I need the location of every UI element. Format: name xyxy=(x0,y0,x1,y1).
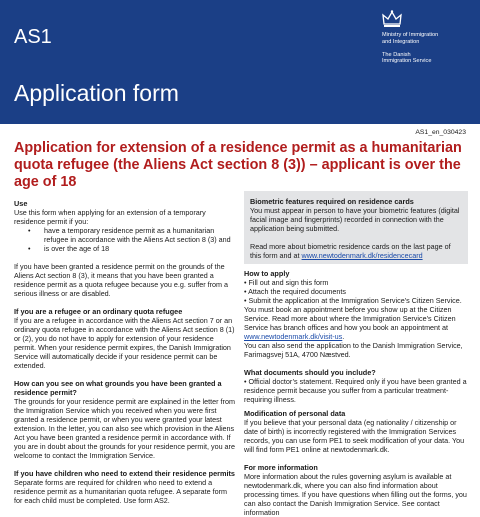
modification-heading: Modification of personal data xyxy=(244,409,346,418)
apply-step-1: • Fill out and sign this form xyxy=(244,278,329,287)
use-bullet-list xyxy=(28,226,236,253)
apply-send: You can also send the application to the Danish Immigration Service, Farimagsvej 51A, 4700 Næstved. xyxy=(244,341,463,359)
documents-heading: What documents should you include? xyxy=(244,368,376,377)
use-bullet-1: • have a temporary residence permit as a humanitarian refugee in accordance with the Aliens Act section 8 (3) and xyxy=(28,226,236,244)
right-column xyxy=(244,191,468,517)
apply-step-3-text: • Submit the application at the Immigration Service’s Citizen Service. You must book an appointment before you show up at the Citizen Service. Read more about where the Immigration Service’s Citizen Service has branch offices and how you book an appointment at xyxy=(244,296,462,332)
apply-step-3 xyxy=(244,296,468,341)
children-paragraph: Separate forms are required for children who need to extend a residence permit as a humanitarian quota refugee. A separate form for each child must be completed. Use form AS2. xyxy=(14,478,227,505)
more-info-heading: For more information xyxy=(244,463,318,472)
form-code: AS1 xyxy=(14,26,52,48)
residencecard-link[interactable]: www.newtodenmark.dk/residencecard xyxy=(301,251,423,260)
apply-heading: How to apply xyxy=(244,269,290,278)
grounds-heading: How can you see on what grounds you have been granted a residence permit? xyxy=(14,379,222,397)
children-heading: If you have children who need to extend their residence permits xyxy=(14,469,235,478)
left-column xyxy=(14,199,236,505)
apply-step-2: • Attach the required documents xyxy=(244,287,347,296)
ministry-line-1: Ministry of Immigration xyxy=(382,32,439,38)
crown-icon xyxy=(382,10,402,28)
header-banner xyxy=(0,0,480,124)
more-info-paragraph: More information about the rules governing asylum is available at newtodenmark.dk, where you can also find information about processing times. If you have questions when filling out the forms, you can also contact the Danish Immigration Service. See contact information xyxy=(244,472,467,517)
use-bullet-2: • is over the age of 18 xyxy=(28,244,236,253)
biometric-info-box xyxy=(244,191,468,264)
biometric-readmore xyxy=(250,242,462,260)
form-name: Application form xyxy=(14,80,179,106)
use-heading: Use xyxy=(14,199,28,208)
use-paragraph: If you have been granted a residence permit on the grounds of the Aliens Act section 8 (3), it means that you have been granted a residence permit as a quota refugee because you e.g. suffer from a serious illness or are disabled. xyxy=(14,262,229,298)
document-id: AS1_en_030423 xyxy=(415,129,466,136)
grounds-paragraph: The grounds for your residence permit are explained in the letter from the Immigration Service which you received when you were first granted a residence permit, or when you were granted your latest extension. In the letter, you can also see which provision in the Aliens Act you have been granted a residence permit in accordance with. If you are in doubt about the grounds for your residence permit, you are welcome to contact the Immigration Service. xyxy=(14,397,235,460)
refugee-heading: If you are a refugee or an ordinary quota refugee xyxy=(14,307,183,316)
documents-paragraph: • Official doctor’s statement. Required only if you have been granted a residence permit because you suffer from a particular treatment-requiring illness. xyxy=(244,377,467,404)
visit-us-link[interactable]: www.newtodenmark.dk/visit-us xyxy=(244,332,343,341)
use-intro: Use this form when applying for an extension of a temporary residence permit if you: xyxy=(14,208,206,226)
refugee-paragraph: If you are a refugee in accordance with the Aliens Act section 7 or an ordinary quota refugee in accordance with the Aliens Act section 8 (1) or (2), you do not have to apply for extension of your residence permit. When your residence permit expires, the Danish Immigration Service will automatically decide if your residence permit can be extended. xyxy=(14,316,235,370)
biometric-heading: Biometric features required on residence cards xyxy=(250,197,414,206)
apply-step-3-end: . xyxy=(342,332,345,341)
modification-paragraph: If you believe that your personal data (eg nationality / citizenship or date of birth) is incorrectly registered with the Immigration Services records, you can use form PE1 to seek modification of your data. You will find form PE1 online at newtodenmark.dk. xyxy=(244,418,465,454)
ministry-line-2: and Integration xyxy=(382,38,420,45)
ministry-label xyxy=(382,32,472,65)
page-title: Application for extension of a residence permit as a humanitarian quota refugee (the Aliens Act section 8 (3)) – applicant is over the age of 18 xyxy=(14,140,462,190)
service-line-1: The Danish xyxy=(382,51,411,58)
service-line-2: Immigration Service xyxy=(382,58,432,65)
biometric-readmore-text: Read more about biometric residence cards on the last page of this form and at xyxy=(250,242,451,260)
biometric-paragraph: You must appear in person to have your biometric features (digital facial image and fingerprints) recorded in connection with the application being submitted. xyxy=(250,206,460,233)
